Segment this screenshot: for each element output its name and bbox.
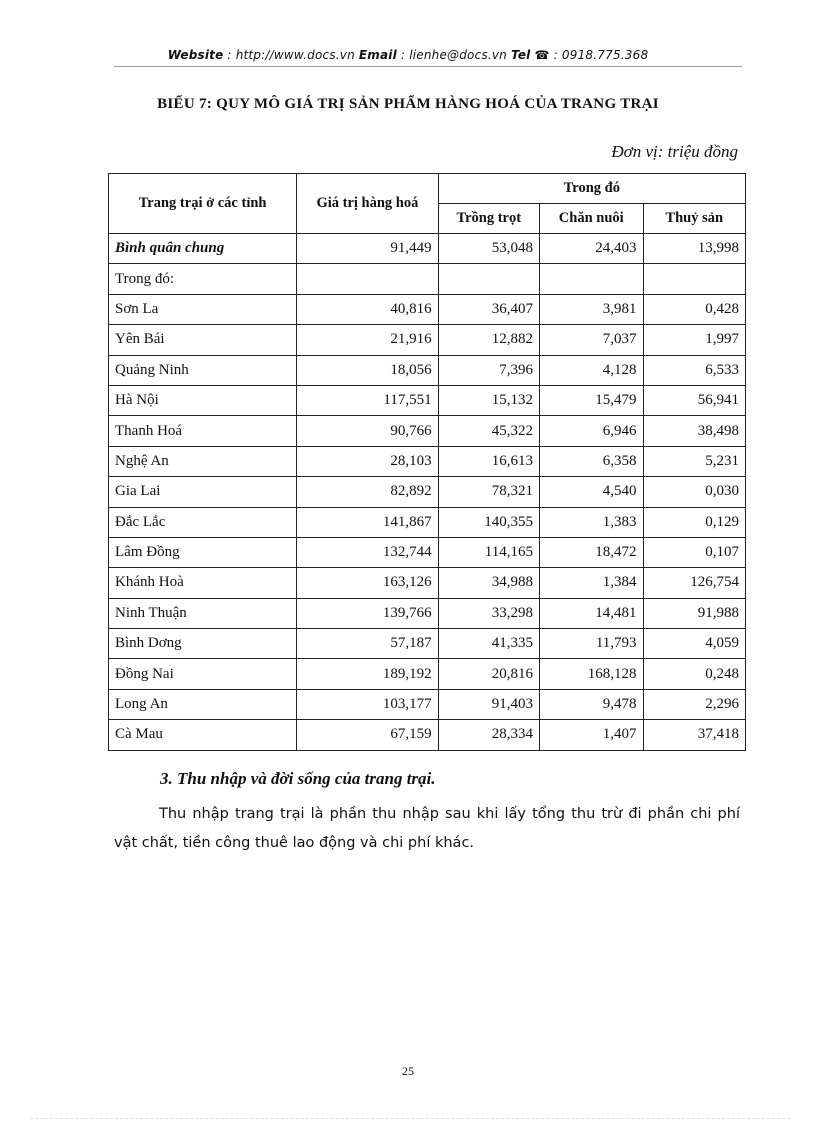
unit-label: Đơn vị: triệu đồng: [611, 142, 738, 161]
table-row: [109, 446, 746, 476]
cell-crop: 20,816: [438, 659, 539, 689]
cell-livestock: 3,981: [539, 294, 643, 324]
cell-province-name: Đồng Nai: [109, 659, 297, 689]
cell-value: 117,551: [297, 385, 438, 415]
cell-crop: 16,613: [438, 446, 539, 476]
body-paragraph: Thu nhập trang trại là phần thu nhập sau khi lấy tổng thu trừ đi phần chi phí vật chất, tiền công thuê lao động và chi phí khác.: [114, 806, 740, 851]
cell-livestock: 7,037: [539, 325, 643, 355]
cell-province-name: Gia Lai: [109, 477, 297, 507]
cell-livestock: 1,383: [539, 507, 643, 537]
cell-aquaculture: 0,248: [643, 659, 745, 689]
cell-province-name: Yên Bái: [109, 325, 297, 355]
cell-province-name: Long An: [109, 689, 297, 719]
cell-province-name: Bình Dơng: [109, 629, 297, 659]
website-label: Website: [167, 48, 224, 62]
page-number: 25: [402, 1064, 414, 1078]
cell-crop: 33,298: [438, 598, 539, 628]
cell-aquaculture: 5,231: [643, 446, 745, 476]
cell-empty: [438, 264, 539, 294]
cell-crop: 78,321: [438, 477, 539, 507]
cell-crop: 36,407: [438, 294, 539, 324]
cell-value: 163,126: [297, 568, 438, 598]
header-breakdown: Trong đó: [438, 174, 745, 204]
table-row-subheader: [109, 264, 746, 294]
cell-province-name: Nghệ An: [109, 446, 297, 476]
cell-aquaculture: 6,533: [643, 355, 745, 385]
cell-livestock: 18,472: [539, 537, 643, 567]
cell-crop: 34,988: [438, 568, 539, 598]
tel-number: : 0918.775.368: [549, 48, 649, 62]
table-row: [109, 477, 746, 507]
cell-province-name: Cà Mau: [109, 720, 297, 750]
cell-aquaculture: 91,988: [643, 598, 745, 628]
tel-label: Tel: [510, 48, 531, 62]
cell-value: 57,187: [297, 629, 438, 659]
table-row: [109, 568, 746, 598]
header-livestock: Chăn nuôi: [539, 204, 643, 234]
cell-value: 91,449: [297, 234, 438, 264]
cell-value: 189,192: [297, 659, 438, 689]
cell-empty: [643, 264, 745, 294]
cell-crop: 53,048: [438, 234, 539, 264]
table-row: [109, 294, 746, 324]
cell-value: 18,056: [297, 355, 438, 385]
table-row: [109, 720, 746, 750]
cell-crop: 7,396: [438, 355, 539, 385]
cell-value: 141,867: [297, 507, 438, 537]
cell-aquaculture: 38,498: [643, 416, 745, 446]
table-row: [109, 355, 746, 385]
cell-value: 28,103: [297, 446, 438, 476]
cell-aquaculture: 0,129: [643, 507, 745, 537]
cell-value: 103,177: [297, 689, 438, 719]
table-row: [109, 598, 746, 628]
cell-aquaculture: 2,296: [643, 689, 745, 719]
cell-livestock: 6,358: [539, 446, 643, 476]
cell-aquaculture: 0,428: [643, 294, 745, 324]
phone-icon: ☎: [534, 48, 550, 62]
cell-crop: 28,334: [438, 720, 539, 750]
cell-livestock: 1,407: [539, 720, 643, 750]
header-divider: [114, 66, 742, 67]
cell-value: 90,766: [297, 416, 438, 446]
table-row: [109, 325, 746, 355]
table-row: [109, 629, 746, 659]
header-province: Trang trại ở các tỉnh: [109, 174, 297, 234]
cell-aquaculture: 0,030: [643, 477, 745, 507]
cell-livestock: 4,128: [539, 355, 643, 385]
cell-empty: [297, 264, 438, 294]
cell-province-name: Đắc Lắc: [109, 507, 297, 537]
email-label: Email: [358, 48, 397, 62]
cell-crop: 45,322: [438, 416, 539, 446]
cell-aquaculture: 4,059: [643, 629, 745, 659]
table-row: [109, 385, 746, 415]
table-row: [109, 416, 746, 446]
cell-aquaculture: 37,418: [643, 720, 745, 750]
table-row-average: [109, 234, 746, 264]
cell-name: Bình quân chung: [109, 234, 297, 264]
cell-province-name: Quảng Ninh: [109, 355, 297, 385]
table-row: [109, 689, 746, 719]
table-title: BIỂU 7: QUY MÔ GIÁ TRỊ SẢN PHẨM HÀNG HOÁ CỦA TRANG TRẠI: [157, 96, 659, 112]
cell-livestock: 1,384: [539, 568, 643, 598]
cell-province-name: Lâm Đồng: [109, 537, 297, 567]
website-url[interactable]: : http://www.docs.vn: [223, 48, 359, 62]
cell-aquaculture: 126,754: [643, 568, 745, 598]
table-row: [109, 659, 746, 689]
cell-livestock: 6,946: [539, 416, 643, 446]
cell-livestock: 4,540: [539, 477, 643, 507]
table-row: [109, 537, 746, 567]
header-goods-value: Giá trị hàng hoá: [297, 174, 438, 234]
cell-aquaculture: 56,941: [643, 385, 745, 415]
page-header: [0, 48, 816, 62]
email-address[interactable]: : lienhe@docs.vn: [396, 48, 511, 62]
cell-crop: 91,403: [438, 689, 539, 719]
cell-livestock: 14,481: [539, 598, 643, 628]
cell-aquaculture: 0,107: [643, 537, 745, 567]
cell-empty: [539, 264, 643, 294]
cell-value: 21,916: [297, 325, 438, 355]
cell-aquaculture: 13,998: [643, 234, 745, 264]
cell-province-name: Ninh Thuận: [109, 598, 297, 628]
cell-crop: 41,335: [438, 629, 539, 659]
cell-province-name: Sơn La: [109, 294, 297, 324]
page-bottom-divider: [30, 1118, 790, 1119]
cell-livestock: 15,479: [539, 385, 643, 415]
section-heading: 3. Thu nhập và đời sống của trang trại.: [160, 769, 436, 788]
farm-value-table: [108, 173, 746, 751]
header-crop: Trồng trọt: [438, 204, 539, 234]
cell-value: 139,766: [297, 598, 438, 628]
cell-livestock: 24,403: [539, 234, 643, 264]
cell-value: 67,159: [297, 720, 438, 750]
cell-crop: 12,882: [438, 325, 539, 355]
cell-crop: 114,165: [438, 537, 539, 567]
cell-province-name: Hà Nội: [109, 385, 297, 415]
cell-value: 82,892: [297, 477, 438, 507]
cell-crop: 140,355: [438, 507, 539, 537]
cell-livestock: 11,793: [539, 629, 643, 659]
cell-province-name: Khánh Hoà: [109, 568, 297, 598]
cell-subheader: Trong đó:: [109, 264, 297, 294]
cell-livestock: 9,478: [539, 689, 643, 719]
table-row: [109, 507, 746, 537]
cell-crop: 15,132: [438, 385, 539, 415]
cell-aquaculture: 1,997: [643, 325, 745, 355]
cell-value: 132,744: [297, 537, 438, 567]
cell-livestock: 168,128: [539, 659, 643, 689]
header-aquaculture: Thuỷ sản: [643, 204, 745, 234]
cell-province-name: Thanh Hoá: [109, 416, 297, 446]
cell-value: 40,816: [297, 294, 438, 324]
